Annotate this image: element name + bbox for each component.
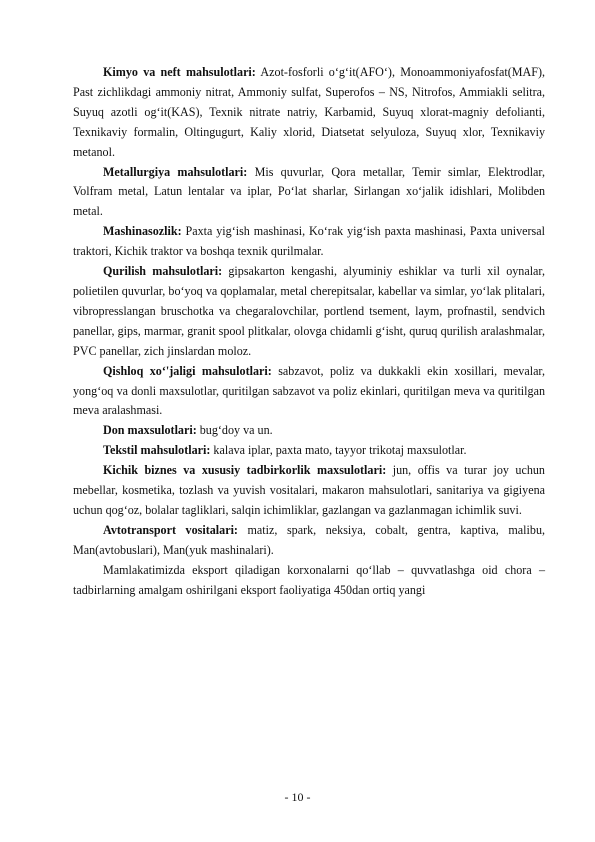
paragraph-textile-products (73, 441, 545, 461)
paragraph-label: Avtotransport vositalari: (103, 522, 238, 537)
paragraph-grain-products (73, 421, 545, 441)
paragraph-metallurgy-products (73, 163, 545, 223)
paragraph-label: Tekstil mahsulotlari: (103, 443, 211, 458)
paragraph-label: Qurilish mahsulotlari: (103, 264, 223, 279)
paragraph-label: Mashinasozlik: (103, 224, 182, 239)
paragraph-vehicles (73, 521, 545, 561)
paragraph-chemical-products (73, 63, 545, 163)
page-number: - 10 - (284, 790, 311, 804)
paragraph-export-support (73, 561, 545, 601)
paragraph-small-business-products (73, 461, 545, 521)
paragraph-label: Qishloq xo‘'jaligi mahsulotlari: (103, 363, 272, 378)
paragraph-text: Mamlakatimizda eksport qiladigan korxonalarni qo‘llab – quvvatlashga oid chora – tadbirlarning amalgam oshirilgani eksport faoliyatiga 450dan ortiq yangi (73, 562, 545, 597)
paragraph-machinery (73, 222, 545, 262)
paragraph-label: Don maxsulotlari: (103, 423, 197, 438)
paragraph-construction-products (73, 262, 545, 362)
paragraph-label: Kichik biznes va xususiy tadbirkorlik maxsulotlari: (103, 463, 387, 478)
paragraph-text: gipsakarton kengashi, alyuminiy eshiklar va turli xil oynalar, polietilen quvurlar, bo‘yoq va qoplamalar, metal cherepitsalar, kabellar va simlar, yo‘lak plitalari, vibropresslangan bruschotka va chegaralovchilar, portlend tsement, laym, profnastil, sendvich panellar, gips, marmar, granit spool plitkalar, olovga chidamli g‘isht, quruq qurilish aralashmalar, PVC panellar, zich jinslardan moloz. (73, 264, 545, 358)
paragraph-text: Azot-fosforli o‘g‘it(AFO‘), Monoammoniyafosfat(MAF), Past zichlikdagi ammoniy nitrat, Ammoniy sulfat, Superofos – NS, Nitrofos, Ammiakli selitra, Suyuq azotli og‘it(KAS), Texnik nitrate natriy, Karbamid, Suyuq xlorat-magniy defolianti, Texnikaviy formalin, Oltingugurt, Kaliy xlorid, Diatsetat selyuloza, Suyuq xlor, Texnikaviy metanol. (73, 65, 546, 159)
paragraph-text: sabzavot, poliz va dukkakli ekin xosillari, mevalar, yong‘oq va donli maxsulotlar, quritilgan sabzavot va poliz ekinlari, quritilgan meva va quritilgan meva aralashmasi. (73, 363, 546, 418)
paragraph-text: Mis quvurlar, Qora metallar, Temir simlar, Elektrodlar, Volfram metal, Latun lentalar va iplar, Po‘lat sharlar, Sirlangan xo‘jalik idishlari, Molibden metal. (73, 164, 545, 219)
paragraph-agriculture-products (73, 362, 545, 422)
paragraph-text: matiz, spark, neksiya, cobalt, gentra, kaptiva, malibu, Man(avtobuslari), Man(yuk mashinalari). (73, 522, 546, 557)
document-body (73, 63, 545, 600)
paragraph-label: Metallurgiya mahsulotlari: (103, 164, 248, 179)
paragraph-text: kalava iplar, paxta mato, tayyor trikotaj maxsulotlar. (210, 443, 467, 458)
paragraph-text: bug‘doy va un. (196, 423, 273, 438)
paragraph-text: Paxta yig‘ish mashinasi, Ko‘rak yig‘ish paxta mashinasi, Paxta universal traktori, Kichik traktor va boshqa texnik qurilmalar. (73, 224, 545, 259)
paragraph-text: jun, offis va turar joy uchun mebellar, kosmetika, tozlash va yuvish vositalari, makaron mahsulotlari, sanitariya va gigiyena uchun qog‘oz, bolalar tagliklari, salqin ichimliklar, gazlangan va gazlanmagan ichimlik suvi. (73, 463, 545, 517)
paragraph-label: Kimyo va neft mahsulotlari: (103, 65, 256, 79)
